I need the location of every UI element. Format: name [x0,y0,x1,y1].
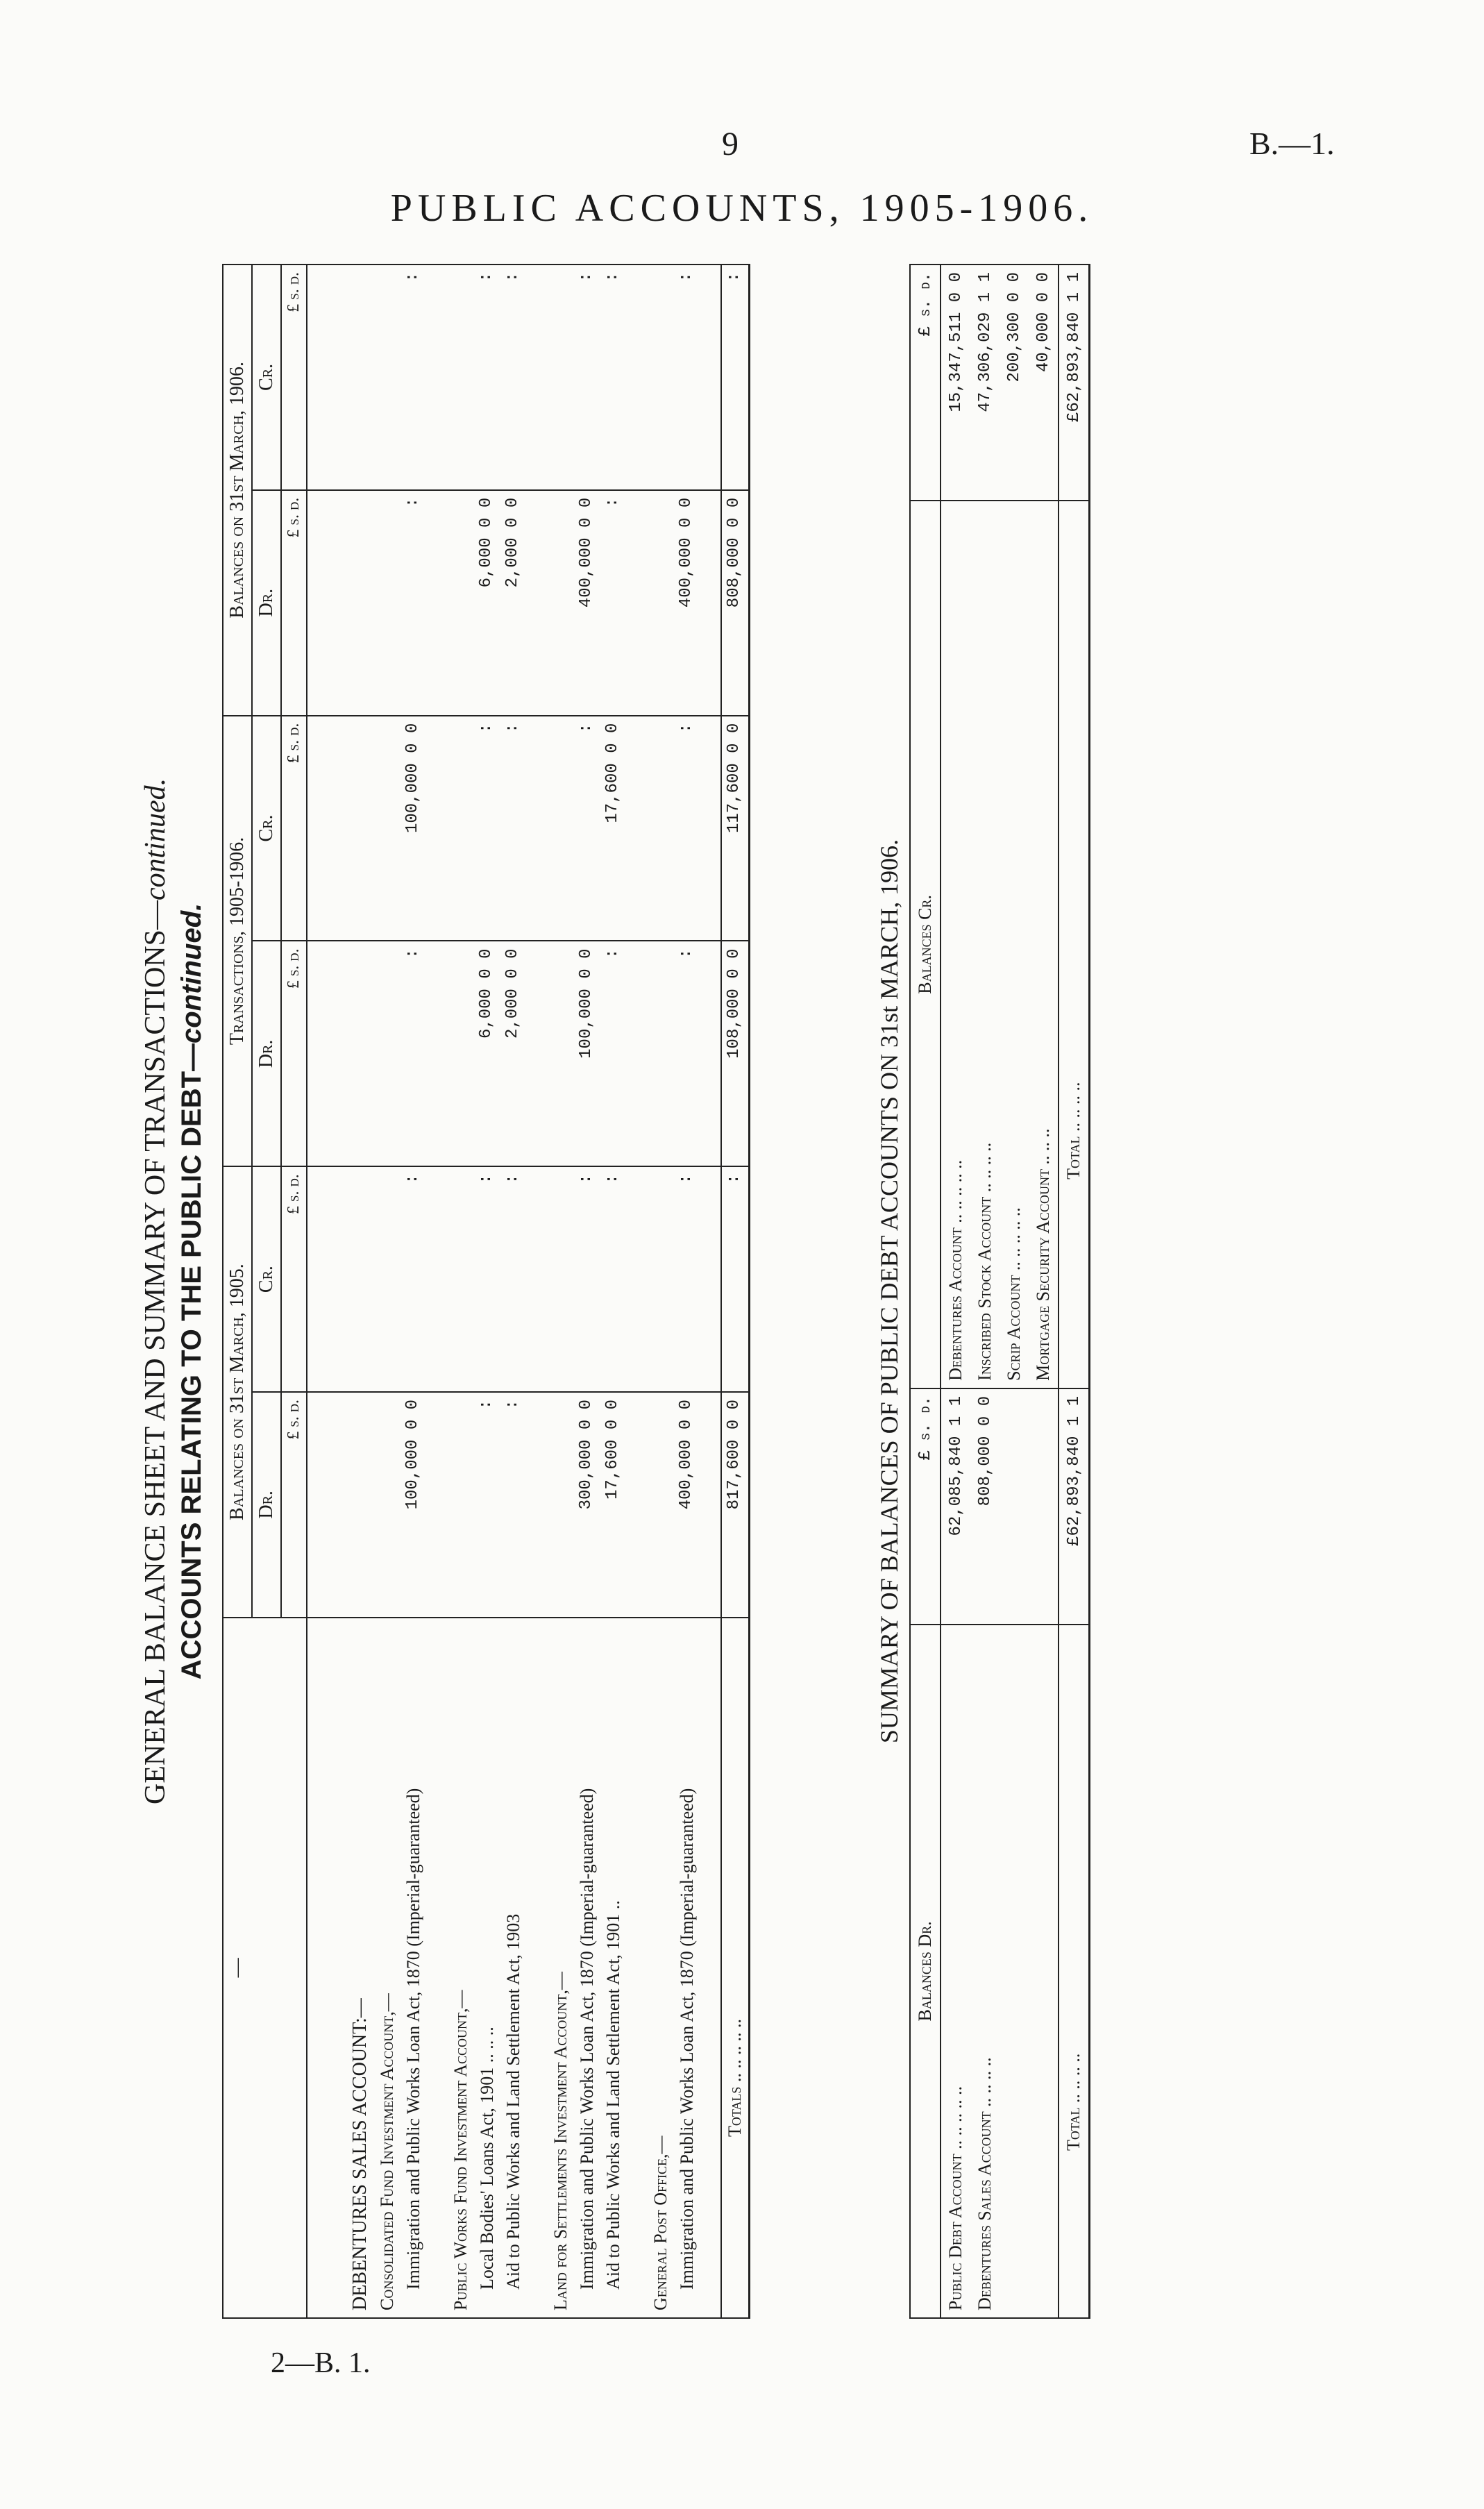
cell: 17,600 0 0 [600,716,627,941]
public-debt-heading [176,264,208,2319]
account-heading: Public Works Fund Investment Account,— [448,1618,474,2318]
cell: 300,000 0 0 [574,1392,600,1618]
rotated-content [132,264,1326,2319]
cell: : [474,716,500,941]
summary-table [909,264,1090,2319]
cell: 400,000 0 0 [574,490,600,716]
summary-cr-label: Inscribed Stock Account .. .. .. .. [970,501,1000,1388]
table-row [648,265,674,2318]
summary-cr-label: Scrip Account .. .. .. .. .. [1000,501,1029,1388]
table-row [574,265,600,2318]
public-debt-table [222,264,750,2319]
heading-line1-continued: continued. [140,778,171,900]
row-label: Aid to Public Works and Land Settlement Act, 1901 .. [600,1618,627,2318]
cell: : [600,265,627,490]
summary-title: SUMMARY OF BALANCES OF PUBLIC DEBT ACCOUNTS ON 31st MARCH, 1906. [875,839,903,1744]
unit-label: £ s. d. [281,716,307,941]
summary-cr-value: 40,000 0 0 [1029,265,1059,501]
table-row [674,265,700,2318]
unit-label: £ s. d. [281,265,307,490]
dr-header: Dr. [252,490,281,716]
group-header-balances-1905: Balances on 31st March, 1905. [223,1166,252,1618]
total-cell: : [721,1166,750,1392]
account-heading: Consolidated Fund Investment Account,— [374,1618,400,2318]
total-cell: 117,600 0 0 [721,716,750,941]
unit-label: £ s. d. [281,1392,307,1618]
summary-cr-label: Debentures Account .. .. .. .. .. [941,501,970,1388]
summary-cr-total: £62,893,840 1 1 [1059,265,1090,501]
summary-dr-total: £62,893,840 1 1 [1059,1388,1090,1625]
unit-label: £ s. d. [281,1166,307,1392]
cell: 100,000 0 0 [400,716,427,941]
cell: 2,000 0 0 [500,490,527,716]
cr-header: Cr. [252,265,281,490]
row-label: Local Bodies' Loans Act, 1901 .. .. .. [474,1618,500,2318]
summary-row [970,265,1000,2318]
group-header-balances-1906: Balances on 31st March, 1906. [223,265,252,716]
summary-dr-value: 62,085,840 1 1 [941,1388,970,1625]
row-label: Immigration and Public Works Loan Act, 1870 (Imperial-guaranteed) [674,1618,700,2318]
summary-dr-label: Public Debt Account .. .. .. .. .. [941,1625,970,2318]
cell: 100,000 0 0 [400,1392,427,1618]
totals-row [721,265,750,2318]
totals-label: Totals .. .. .. .. .. [721,1618,750,2318]
summary-cr-total-label: Total .. .. .. .. [1059,501,1090,1388]
cell: : [674,941,700,1166]
summary-dr-value: 808,000 0 0 [970,1388,1000,1625]
balance-sheet-heading [139,264,172,2319]
total-cell: 808,000 0 0 [721,490,750,716]
summary-cr-value: 200,300 0 0 [1000,265,1029,501]
cell: 6,000 0 0 [474,941,500,1166]
row-label: Immigration and Public Works Loan Act, 1870 (Imperial-guaranteed) [574,1618,600,2318]
heading-line2-continued: continued. [176,903,207,1043]
table-row [474,265,500,2318]
cell: : [474,1392,500,1618]
table-row [600,265,627,2318]
footnote: 2—B. 1. [271,2347,371,2379]
summary-dr-header: Balances Dr. [910,1625,941,2318]
cell: 17,600 0 0 [600,1392,627,1618]
cell: 6,000 0 0 [474,490,500,716]
dr-header: Dr. [252,941,281,1166]
cell: 2,000 0 0 [500,941,527,1166]
cell: : [574,716,600,941]
cell: : [600,490,627,716]
summary-row [941,265,970,2318]
account-heading: General Post Office,— [648,1618,674,2318]
summary-cr-label: Mortgage Security Account .. .. .. [1029,501,1059,1388]
cell: : [600,941,627,1166]
table-row [548,265,574,2318]
total-cell: 817,600 0 0 [721,1392,750,1618]
cell: : [674,716,700,941]
page-title: PUBLIC ACCOUNTS, 1905-1906. [390,187,1094,230]
group-header-transactions: Transactions, 1905-1906. [223,716,252,1167]
summary-dr-label: Debentures Sales Account .. .. .. .. [970,1625,1000,2318]
cell: : [574,265,600,490]
page-number: 9 [722,126,739,162]
cell: : [474,1166,500,1392]
cell: : [600,1166,627,1392]
document-reference: B.—1. [1249,126,1335,161]
unit-label: £ s. d. [281,490,307,716]
unit-label: £ s. d. [910,1388,941,1625]
total-cell: 108,000 0 0 [721,941,750,1166]
table-row [448,265,474,2318]
cell: : [400,1166,427,1392]
summary-cr-value: 47,306,029 1 1 [970,265,1000,501]
cell: : [500,265,527,490]
cell: : [500,1166,527,1392]
section-row [307,265,374,2318]
total-cell: : [721,265,750,490]
cell: 400,000 0 0 [674,490,700,716]
cell: 100,000 0 0 [574,941,600,1166]
unit-label: £ s. d. [910,265,941,501]
section-title: DEBENTURES SALES ACCOUNT:— [307,1618,374,2318]
cell: : [474,265,500,490]
cell: : [500,1392,527,1618]
summary-cr-value: 15,347,511 0 0 [941,265,970,501]
cell: : [674,1166,700,1392]
row-label: Immigration and Public Works Loan Act, 1870 (Imperial-guaranteed) [400,1618,427,2318]
cell: : [674,265,700,490]
summary-row [1029,265,1059,2318]
summary-total-row [1059,265,1090,2318]
cell: : [400,265,427,490]
cell: 400,000 0 0 [674,1392,700,1618]
row-label: Aid to Public Works and Land Settlement Act, 1903 [500,1618,527,2318]
cr-header: Cr. [252,716,281,941]
account-heading: Land for Settlements Investment Account,— [548,1618,574,2318]
heading-line1: GENERAL BALANCE SHEET AND SUMMARY OF TRANSACTIONS— [140,900,171,1805]
cr-header: Cr. [252,1166,281,1392]
cell: : [400,941,427,1166]
summary-dr-total-label: Total .. .. .. .. [1059,1625,1090,2318]
description-header: — [223,1618,307,2318]
table-row [400,265,427,2318]
unit-label: £ s. d. [281,941,307,1166]
table-row [374,265,400,2318]
dr-header: Dr. [252,1392,281,1618]
cell: : [400,490,427,716]
cell: : [574,1166,600,1392]
summary-cr-header: Balances Cr. [910,501,941,1388]
summary-row [1000,265,1029,2318]
heading-line2: ACCOUNTS RELATING TO THE PUBLIC DEBT— [176,1043,207,1680]
table-row [500,265,527,2318]
cell: : [500,716,527,941]
